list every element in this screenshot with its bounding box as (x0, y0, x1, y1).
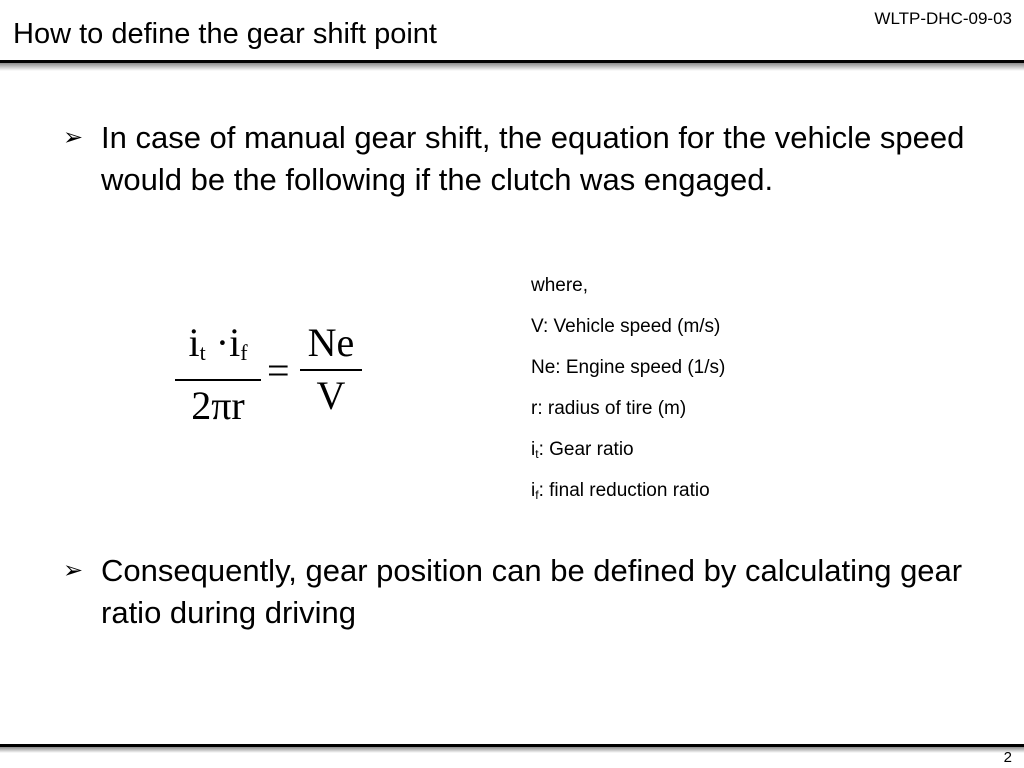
footer-divider-shadow (0, 747, 1024, 753)
legend-var-i: i (531, 480, 536, 501)
legend-item-if (531, 470, 725, 511)
bullet-text: In case of manual gear shift, the equation for the vehicle speed would be the following if the clutch was engaged. (101, 120, 965, 197)
legend-desc: : Gear ratio (538, 439, 634, 460)
equation-left-fraction (175, 320, 261, 429)
legend-var-i: i (531, 439, 536, 460)
page-number: 2 (1003, 749, 1012, 766)
equation-var-i: i (188, 320, 200, 365)
legend-item-ne: Ne: Engine speed (1/s) (531, 357, 726, 378)
legend-sub-t: t (535, 447, 539, 461)
document-id: WLTP-DHC-09-03 (874, 9, 1012, 28)
fraction-bar (175, 379, 261, 381)
bullet-text: Consequently, gear position can be defined by calculating gear ratio during driving (101, 553, 963, 630)
equation-left-denominator: 2πr (191, 383, 245, 428)
legend-sub-f: f (535, 488, 539, 502)
equation-right-numerator: Ne (307, 320, 355, 365)
legend-item-r: r: radius of tire (m) (531, 398, 687, 419)
legend-item-it (531, 429, 725, 470)
equation-left-numerator (175, 320, 261, 376)
equation-right-denominator: V (316, 373, 346, 418)
variable-legend (531, 265, 725, 511)
bullet-item (63, 117, 973, 201)
equation-sub-t: t (199, 340, 206, 365)
equation-var-i: i (229, 320, 241, 365)
header-divider-shadow (0, 63, 1024, 71)
bullet-item (63, 550, 973, 634)
fraction-bar (300, 369, 362, 371)
equation-dot: · (205, 320, 230, 365)
equation-sub-f: f (240, 340, 248, 365)
bullet-arrow-icon: ➢ (63, 124, 84, 151)
legend-item-v: V: Vehicle speed (m/s) (531, 316, 721, 337)
legend-intro: where, (531, 275, 589, 296)
equation-right-fraction (300, 320, 362, 419)
page-title: How to define the gear shift point (13, 18, 437, 50)
equals-sign: = (267, 348, 290, 393)
legend-desc: : final reduction ratio (538, 480, 710, 501)
bullet-arrow-icon: ➢ (63, 557, 84, 584)
gear-ratio-equation (172, 318, 372, 434)
